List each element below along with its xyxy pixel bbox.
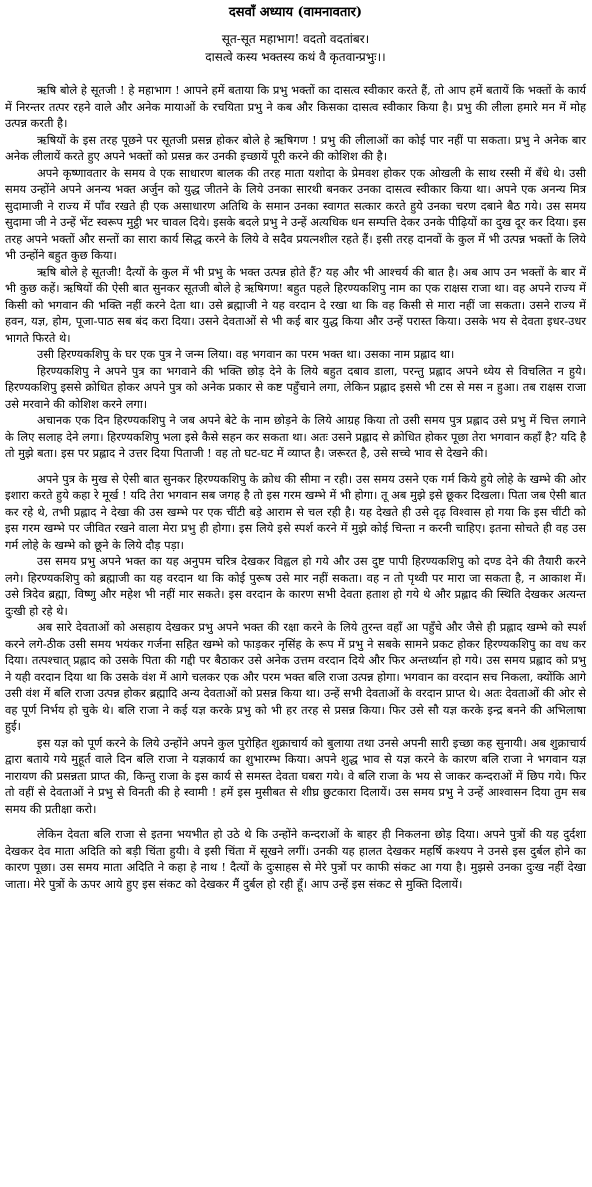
paragraph-12: लेकिन देवता बलि राजा से इतना भयभीत हो उठे थे कि उन्होंने कन्दराओं के बाहर ही निकलना छोड़ दिया। अपने पुत्रों की यह दुर्दशा देखकर देव माता अदिति को बड़ी चिंता हुयी। वे इसी चिंता में सूखने लगीं। उनकी यह हालत देखकर महर्षि कश्यप ने उनसे इस दुर्बल होने का कारण पूछा। उस समय माता अदिति ने कहा हे नाथ ! दैत्यों के दुःसाहस से मेरे पुत्रों पर काफी संकट आ गया है। मुझसे उनका दुःख नहीं देखा जाता। मेरे पुत्रों के ऊपर आये हुए इस संकट को देखकर मैं दुर्बल हो रही हूँ। आप उन्हें इस संकट से मुक्ति दिलायें। [5,827,586,891]
paragraph-8: अपने पुत्र के मुख से ऐसी बात सुनकर हिरण्यकशिपु के क्रोध की सीमा न रही। उस समय उसने एक गर्म किये हुये लोहे के खम्भे की ओर इशारा करते हुये कहा रे मूर्ख ! यदि तेरा भगवान सब जगह है तो इस गरम खम्भे में भी होगा। तू अब मुझे इसे छूकर दिखला। पिता जब ऐसी बात कर रहे थे, तभी प्रह्लाद ने देखा की उस खम्भे पर एक चींटी बड़े आराम से चल रही है। यह देखते ही उसे दृढ़ विश्वास हो गया कि इस चींटी को इस गरम खम्भे पर जीवित रखने वाला मेरा प्रभु ही होगा। इस लिये इसे स्पर्श करने में मुझे कोई चिन्ता न करनी चाहिए। इतना सोचते ही वह उस गर्म लोहे के खम्भे को छूने के लिये दौड़ पड़ा। [5,471,586,552]
shloka-line-2: दासत्वे कस्य भक्तस्य कथं वै कृतवान्प्रभुः।। [205,50,386,64]
paragraph-9: उस समय प्रभु अपने भक्त का यह अनुपम चरित्र देखकर विह्वल हो गये और उस दुष्ट पापी हिरण्यकशिपु को दण्ड देने की तैयारी करने लगे। हिरण्यकशिपु को ब्रह्माजी का यह वरदान था कि कोई पुरूष उसे मार नहीं सकता। वह न तो पृथ्वी पर मारा जा सकता है, न आकाश में। उसे त्रिदेव ब्रह्मा, विष्णु और महेश भी नहीं मार सकते। इस वरदान के कारण सभी देवता हताश हो गये थे और प्रह्लाद की स्थिति देखकर अत्यन्त दुःखी हो रहे थे। [5,554,586,618]
paragraph-1: ऋषि बोले हे सूतजी ! हे महाभाग ! आपने हमें बताया कि प्रभु भक्तों का दासत्व स्वीकार करते हैं, तो आप हमें बतायें कि भक्तों के कार्य में निरन्तर तत्पर रहने वाले और अनेक मायाओं के रचयिता प्रभु ने कब और किसका दासत्व स्वीकार किया है। प्रभु की लीला हमारे मन में मोह उत्पन्न करती है। [5,83,586,130]
shloka-line-1: सूत-सूत महाभाग! वदतो वदतांबर। [221,32,370,46]
paragraph-10: अब सारे देवताओं को असहाय देखकर प्रभु अपने भक्त की रक्षा करने के लिये तुरन्त वहाँ आ पहुँचे और जैसे ही प्रह्लाद खम्भे को स्पर्श करने लगे-ठीक उसी समय भयंकर गर्जना सहित खम्भे को फाड़कर नृसिंह के रूप में प्रभु ने सबके सामने प्रकट होकर हिरण्यकशिपु का वध कर दिया। तत्पश्चात् प्रह्लाद को उसके पिता की गद्दी पर बैठाकर उसे अनेक उत्तम वरदान दिये और फिर अन्तर्ध्यान हो गये। उस समय प्रह्लाद को प्रभु ने यही वरदान दिया था कि उसके वंश में आगे चलकर एक और परम भक्त बलि राजा उत्पन्न होगा। भगवान का वरदान सच निकला, क्योंकि आगे उसी वंश में बलि राजा उत्पन्न होकर ब्रह्मादि अन्य देवताओं को प्रसन्न किया था। उन्हें सभी देवताओं के वरदान प्राप्त थे। अतः देवताओं की ओर से वह पूर्ण निर्भय हो चुके थे। बलि राजा ने कई यज्ञ करके प्रभु को भी हर तरह से प्रसन्न किया। फिर उसे सौ यज्ञ करके इन्द्र बनने की अभिलाषा हुई। [5,620,586,733]
paragraph-5: उसी हिरण्यकशिपु के घर एक पुत्र ने जन्म लिया। वह भगवान का परम भक्त था। उसका नाम प्रह्लाद था। [37,347,455,361]
paragraph-6: हिरण्यकशिपु ने अपने पुत्र का भगवाने की भक्ति छोड़ देने के लिये बहुत दबाव डाला, परन्तु प्रह्लाद अपने ध्येय से विचलित न हुये। हिरण्यकशिपु इससे क्रोधित होकर अपने पुत्र को अनेक प्रकार से कष्ट पहुँचाने लगा, लेकिन प्रह्लाद इससे भी टस से मस न हुआ। तब राक्षस राजा उसे मरवाने की कोशिश करने लगा। [5,363,586,411]
chapter-title: दसवाँ अध्याय (वामनावतार) [228,5,363,20]
shloka [5,30,586,66]
paragraph-11: इस यज्ञ को पूर्ण करने के लिये उन्होंने अपने कुल पुरोहित शुक्राचार्य को बुलाया तथा उनसे अपनी सारी इच्छा कह सुनायी। अब शुक्राचार्य द्वारा बताये गये मुहूर्त वाले दिन बलि राजा ने यज्ञकार्य का शुभारम्भ किया। अपने शुद्ध भाव से यज्ञ करने के कारण बलि राजा ने भगवान यज्ञ नारायण की प्रसन्नता प्राप्त की, किन्तु राजा के इस कार्य से समस्त देवता घबरा गये। वे बलि राजा के भय से जाकर कन्दराओं में छिप गये। फिर तो वहीं से देवताओं ने प्रभु से विनती की हे स्वामी ! हमें इस मुसीबत से शीघ्र छुटकारा दिलायें। उस समय प्रभु ने उन्हें आश्वासन दिया तुम सब समय की प्रतीक्षा करो। [5,735,586,816]
paragraph-2: ऋषियों के इस तरह पूछने पर सूतजी प्रसन्न होकर बोले हे ऋषिगण ! प्रभु की लीलाओं का कोई पार नहीं पा सकता। प्रभु ने अनेक बार अनेक लीलायें करते हुए अपने भक्तों को प्रसन्न कर उनकी इच्छायें पूरी करने की कोशिश की है। [5,132,586,163]
paragraph-4: ऋषि बोले हे सूतजी! दैत्यों के कुल में भी प्रभु के भक्त उत्पन्न होते हैं? यह और भी आश्चर्य की बात है। अब आप उन भक्तों के बार में भी कुछ कहें। ऋषियों की ऐसी बात सुनकर सूतजी बोले हे ऋषिगण! बहुत पहले हिरण्यकशिपु नाम का एक राक्षस राजा था। वह अपने राज्य में किसी को भगवान की भक्ति नहीं करने देता था। उसे ब्रह्माजी ने यह वरदान दे रखा था कि वह किसी से मारा नहीं जा सकता। उसने राज्य में हवन, यज्ञ, होम, पूजा-पाठ सब बंद करा दिया। उसने देवताओं से भी कई बार युद्ध किया और उन्हें परास्त किया। उसके भय से देवता इधर-उधर भागते फिरते थे। [5,264,586,345]
paragraph-7: अचानक एक दिन हिरण्यकशिपु ने जब अपने बेटे के नाम छोड़ने के लिये आग्रह किया तो उसी समय पुत्र प्रह्लाद उसे प्रभु में चित्त लगाने के लिए सलाह देने लगा। हिरण्यकशिपु भला इसे कैसे सहन कर सकता था। अतः उसने प्रह्लाद से क्रोधित होकर पूछा तेरा भगवान कहाँ है? यदि है तो मुझे बता। इस पर प्रह्लाद ने उत्तर दिया पिताजी ! वह तो घट-घट में व्याप्त है। जरूरत है, उसे सच्चे भाव से देखने की। [5,413,586,460]
paragraph-3: अपने कृष्णावतार के समय वे एक साधारण बालक की तरह माता यशोदा के प्रेमवश होकर एक ओखली के साथ रस्सी में बँधे थे। उसी समय उन्होंने अपने अनन्य भक्त अर्जुन को युद्ध जीतने के लिये उनका सारथी बनकर उनका दासत्व स्वीकार किया था। अपने एक अनन्य मित्र सुदामाजी ने राज्य में पाँव रखते ही एक असाधारण अतिथि के समान उनका स्वागत सत्कार करते हुये उनका चरण दबाने बैठ गये। उस समय सुदामा जी ने उन्हें भेंट स्वरूप मुट्ठी भर चावल दिये। इसके बदले प्रभु ने उन्हें अत्यधिक धन सम्पत्ति देकर उनके पीढ़ियों का दुख दूर कर दिया। इस तरह अपने भक्तों और सन्तों का सारा कार्य सिद्ध करने के लिये वे सदैव प्रयत्नशील रहते हैं। इसी तरह दानवों के कुल में भी उत्पन्न भक्तों के लिये भी उन्होंने बहुत कुछ किया। [5,165,586,262]
